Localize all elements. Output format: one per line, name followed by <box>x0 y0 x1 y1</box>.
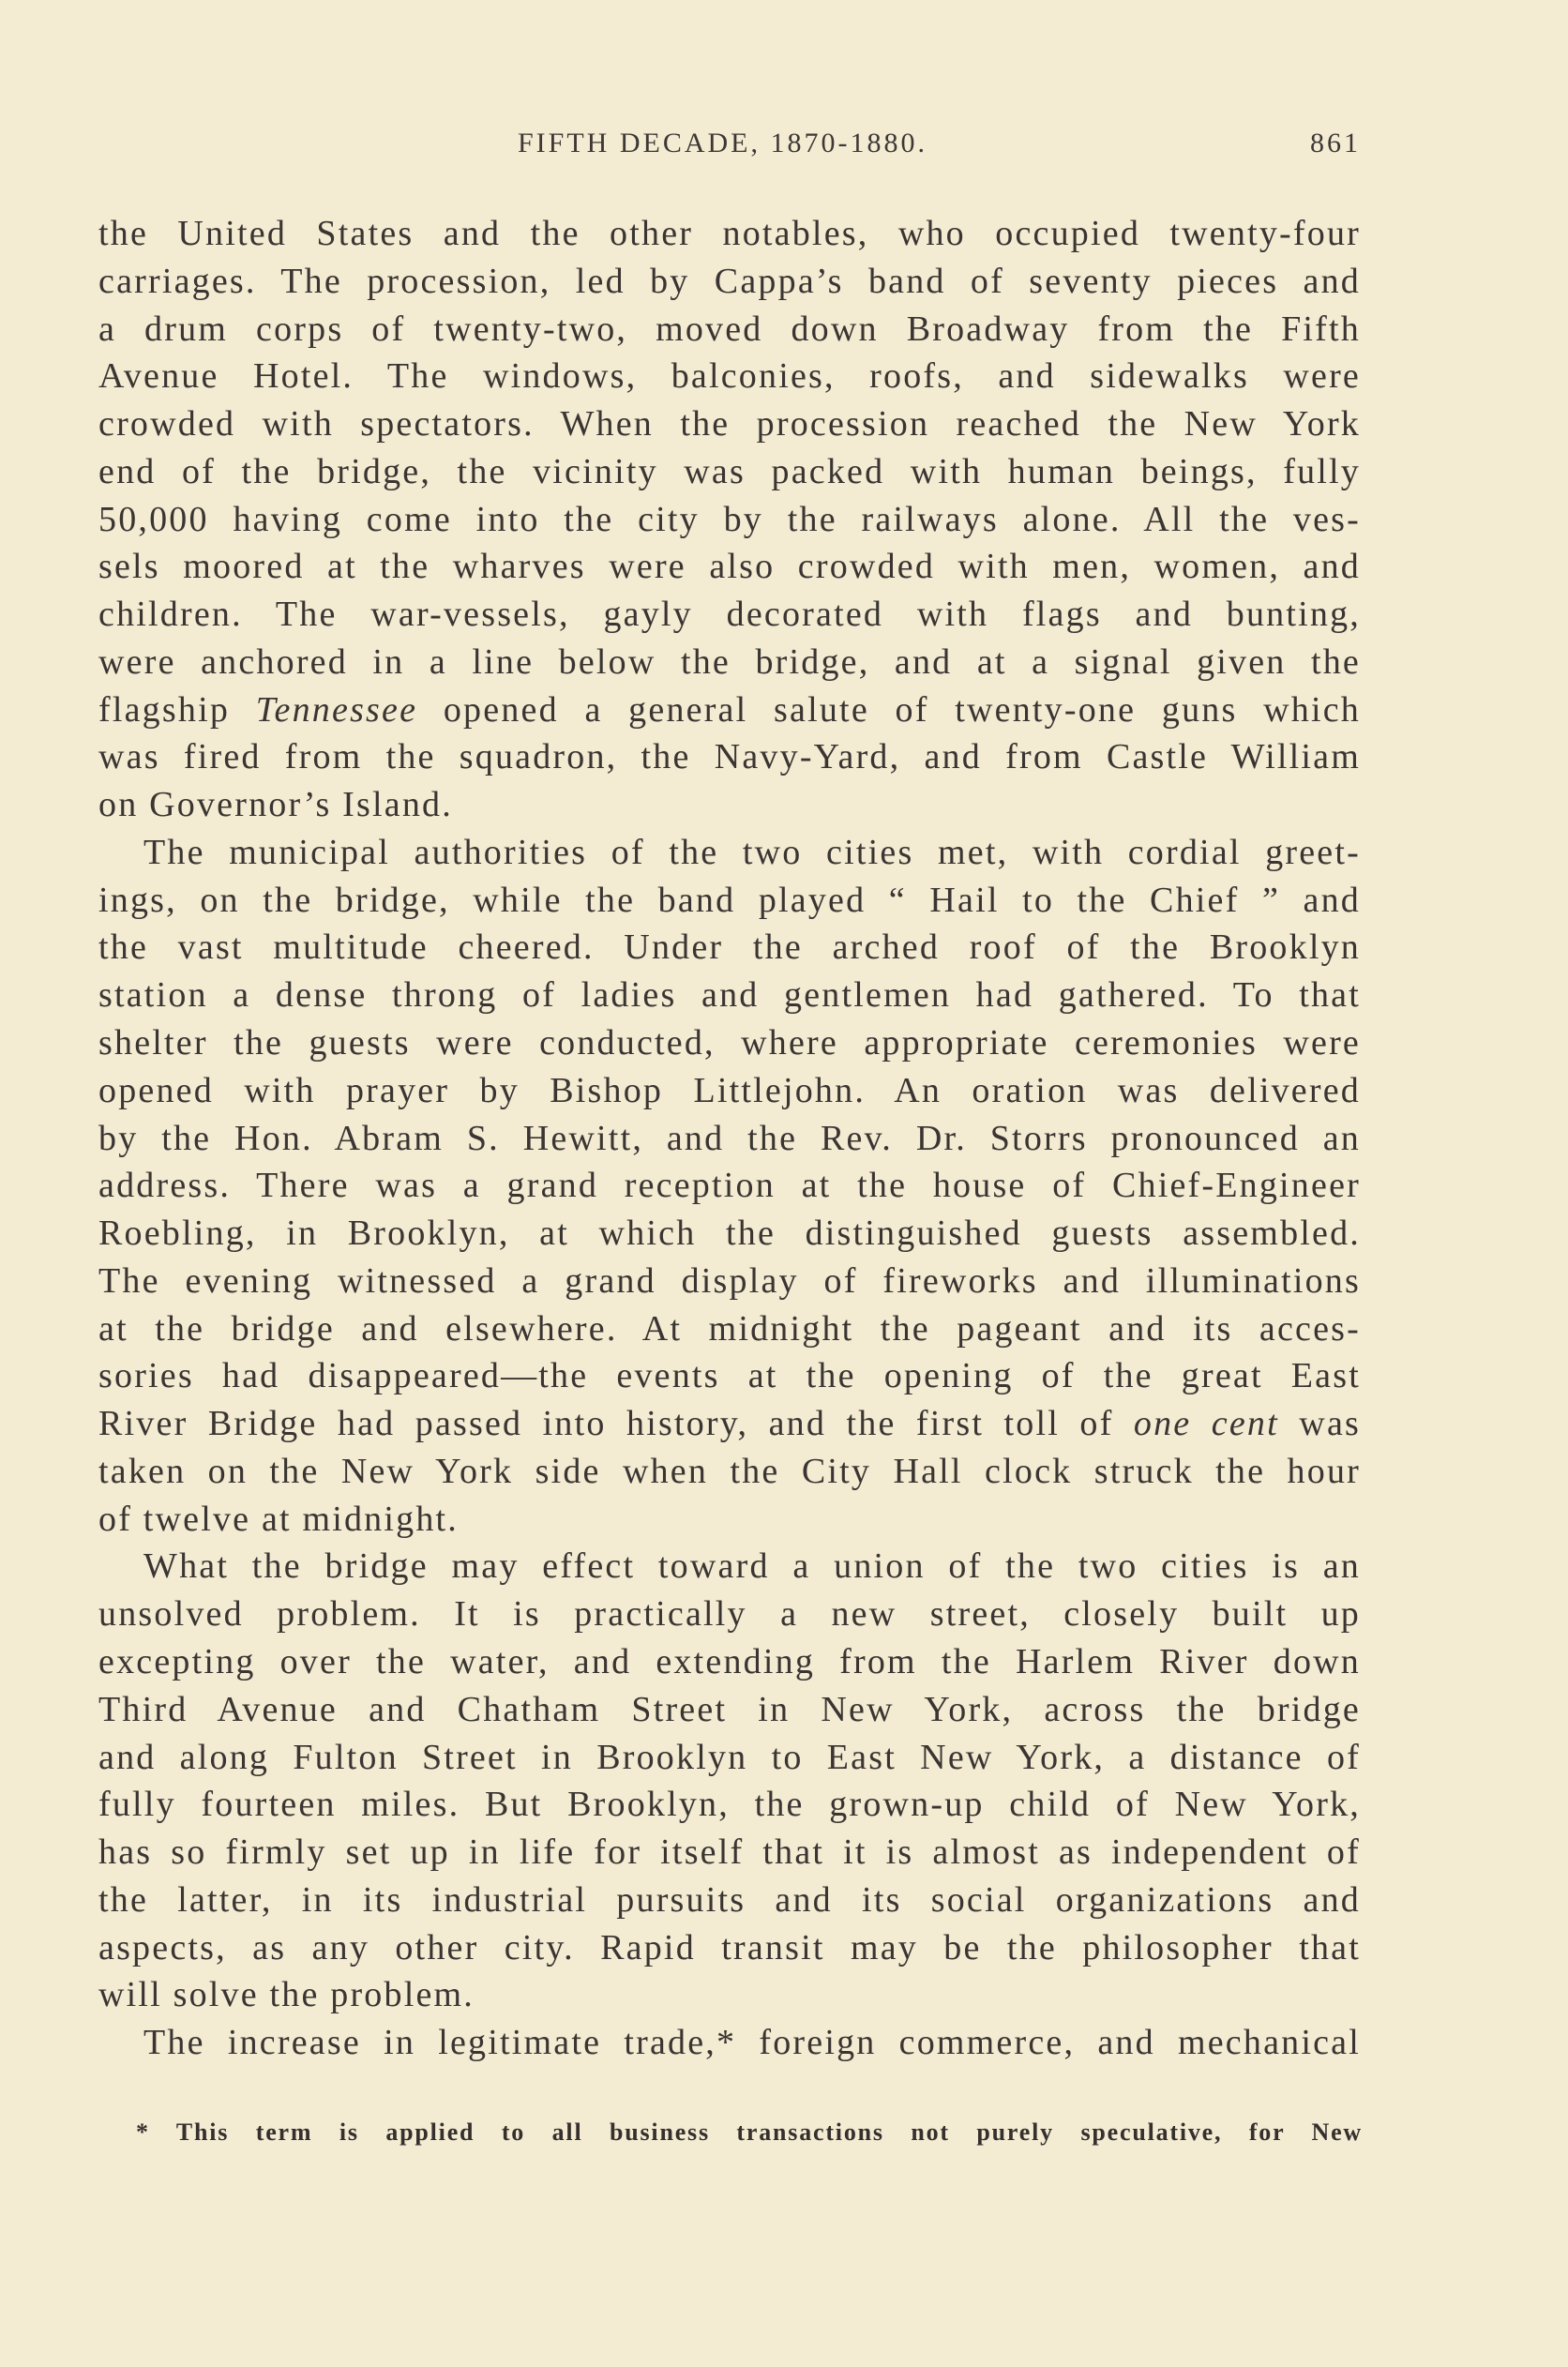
text-line: the United States and the other notables, who occupied twenty-four <box>98 214 1361 253</box>
paragraph <box>98 829 1361 1543</box>
text-line: sels moored at the wharves were also crowded with men, women, and <box>98 547 1361 587</box>
text-line: sories had disappeared—the events at the opening of the great East <box>98 1356 1361 1396</box>
text-line: Roebling, in Brooklyn, at which the distinguished guests assembled. <box>98 1214 1361 1254</box>
text-line: The municipal authorities of the two cities met, with cordial greet- <box>143 832 1361 872</box>
text-line: taken on the New York side when the City Hall clock struck the hour <box>98 1451 1361 1491</box>
paragraph <box>98 2019 1361 2067</box>
footnote: * This term is applied to all business transactions not purely speculative, for New <box>136 2118 1363 2146</box>
text-line: at the bridge and elsewhere. At midnight the pageant and its acces- <box>98 1308 1361 1349</box>
text-line: the latter, in its industrial pursuits and its social organizations and <box>98 1879 1361 1920</box>
text-line <box>98 686 1361 734</box>
text-line: excepting over the water, and extending from the Harlem River down <box>98 1641 1361 1681</box>
line-text: flagship <box>98 689 256 730</box>
text-line: fully fourteen miles. But Brooklyn, the grown-up child of New York, <box>98 1785 1361 1825</box>
text-line: carriages. The procession, led by Cappa’s band of seventy pieces and <box>98 261 1361 301</box>
emphasis-italic: one cent <box>1133 1404 1279 1444</box>
text-line: station a dense throng of ladies and gentlemen had gathered. To that <box>98 975 1361 1016</box>
body-text <box>98 210 1361 2067</box>
text-line: and along Fulton Street in Brooklyn to East New York, a distance of <box>98 1737 1361 1777</box>
text-line: shelter the guests were conducted, where appropriate ceremonies were <box>98 1023 1361 1063</box>
line-text: opened a general salute of twenty-one guns which <box>417 689 1361 730</box>
text-line: was fired from the squadron, the Navy-Yard, and from Castle William <box>98 737 1361 777</box>
paragraph <box>98 1543 1361 2019</box>
text-line: aspects, as any other city. Rapid transit may be the philosopher that <box>98 1927 1361 1967</box>
text-line: has so firmly set up in life for itself that it is almost as independent of <box>98 1832 1361 1873</box>
text-line: crowded with spectators. When the procession reached the New York <box>98 404 1361 445</box>
page-number: 861 <box>1310 128 1361 158</box>
text-line: of twelve at midnight. <box>98 1499 459 1539</box>
text-line: unsolved problem. It is practically a new street, closely built up <box>98 1594 1361 1635</box>
text-line: will solve the problem. <box>98 1975 475 2015</box>
text-line: The evening witnessed a grand display of fireworks and illuminations <box>98 1260 1361 1301</box>
text-line: Avenue Hotel. The windows, balconies, roofs, and sidewalks were <box>98 356 1361 397</box>
text-line: were anchored in a line below the bridge, and at a signal given the <box>98 641 1361 682</box>
text-line: The increase in legitimate trade,* foreign commerce, and mechanical <box>143 2023 1361 2063</box>
text-line: a drum corps of twenty-two, moved down Broadway from the Fifth <box>98 309 1361 349</box>
paragraph <box>98 210 1361 829</box>
text-line: children. The war-vessels, gayly decorated with flags and bunting, <box>98 595 1361 635</box>
text-line: What the bridge may effect toward a union of the two cities is an <box>143 1546 1361 1587</box>
running-head <box>98 125 1361 162</box>
line-text: was <box>1278 1404 1362 1444</box>
text-line: opened with prayer by Bishop Littlejohn. An oration was delivered <box>98 1070 1361 1110</box>
running-head-title: FIFTH DECADE, 1870-1880. <box>518 128 927 158</box>
ship-name-italic: Tennessee <box>255 689 418 730</box>
text-line: end of the bridge, the vicinity was packed with human beings, fully <box>98 451 1361 491</box>
text-line: the vast multitude cheered. Under the arched roof of the Brooklyn <box>98 927 1361 968</box>
text-line <box>98 1400 1361 1448</box>
text-line: by the Hon. Abram S. Hewitt, and the Rev. Dr. Storrs pronounced an <box>98 1118 1361 1158</box>
text-line: ings, on the bridge, while the band played “ Hail to the Chief ” and <box>98 880 1361 920</box>
text-line: on Governor’s Island. <box>98 785 453 825</box>
text-line: address. There was a grand reception at the house of Chief-Engineer <box>98 1166 1361 1206</box>
text-line: Third Avenue and Chatham Street in New York, across the bridge <box>98 1689 1361 1729</box>
text-line: 50,000 having come into the city by the railways alone. All the ves- <box>98 499 1361 539</box>
line-text: River Bridge had passed into history, and the first toll of <box>98 1404 1134 1444</box>
